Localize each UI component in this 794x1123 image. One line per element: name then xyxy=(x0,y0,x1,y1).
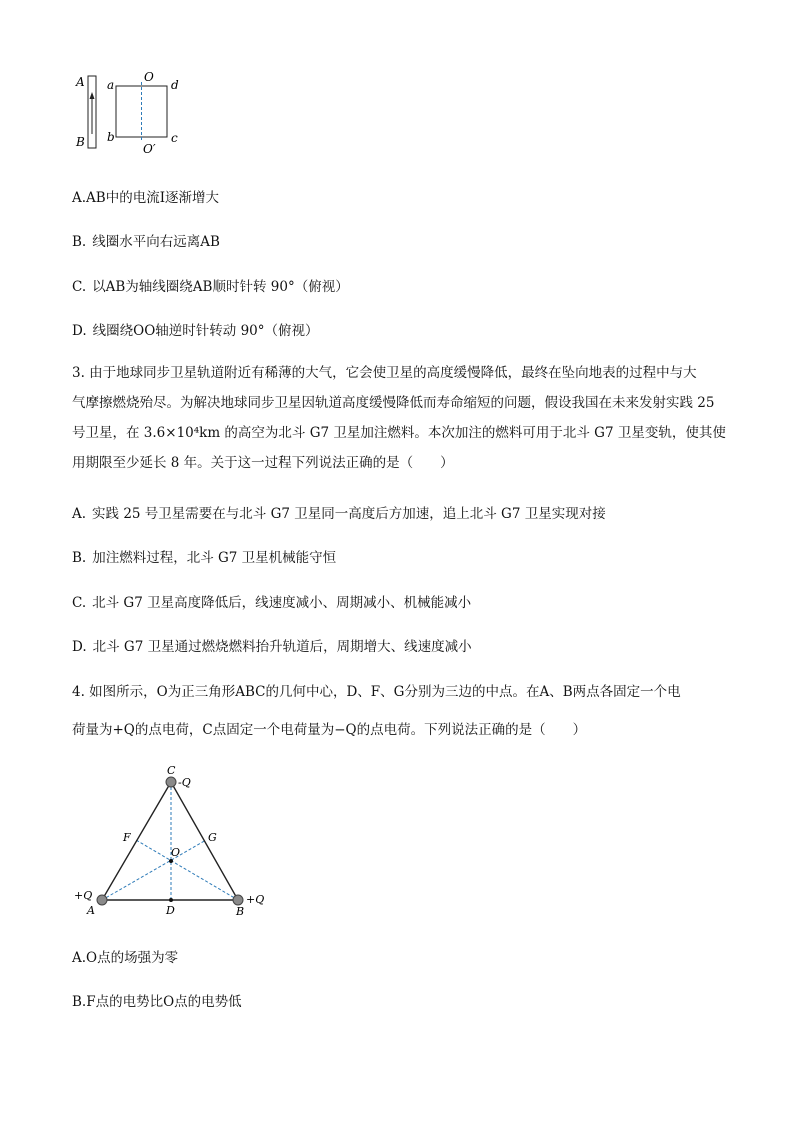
option-letter: A. xyxy=(72,506,87,522)
label-A: A xyxy=(76,75,85,89)
option-letter: A. xyxy=(72,950,87,966)
option-letter: D. xyxy=(72,323,87,339)
point-O xyxy=(169,859,173,863)
option-letter: C. xyxy=(72,595,87,611)
label-c: c xyxy=(171,131,178,145)
q3-option-d xyxy=(72,635,472,655)
q4-stem xyxy=(72,673,727,749)
median-AG xyxy=(102,840,206,900)
label-B: B xyxy=(236,905,245,918)
option-letter: D. xyxy=(72,639,87,655)
q2-option-d xyxy=(72,319,319,339)
option-letter: B. xyxy=(72,234,87,250)
q4-line-1: 4. 如图所示，O为正三角形ABC的几何中心，D、F、G分别为三边的中点。在A、B两点各固定一个电 xyxy=(72,684,681,700)
label-O: O xyxy=(171,846,181,859)
figure-triangle-charges xyxy=(70,760,270,920)
charge-A xyxy=(97,895,107,905)
q2-option-a xyxy=(72,186,219,206)
label-A: A xyxy=(87,904,95,917)
median-BF xyxy=(136,840,238,900)
q3-option-b xyxy=(72,546,336,566)
option-text: 线圈水平向右远离AB xyxy=(92,234,220,250)
q3-stem xyxy=(72,358,727,478)
label-posQ-A: +Q xyxy=(74,889,93,902)
option-text: 线圈绕OO轴逆时针转动 90°（俯视） xyxy=(92,323,319,339)
charge-C xyxy=(166,777,176,787)
label-negQ: -Q xyxy=(178,776,191,789)
option-text: F点的电势比O点的电势低 xyxy=(86,994,242,1010)
charge-B xyxy=(233,895,243,905)
label-posQ-B: +Q xyxy=(246,893,265,906)
label-O-prime: O′ xyxy=(143,142,156,156)
label-B: B xyxy=(76,135,85,149)
option-text: 北斗 G7 卫星高度降低后，线速度减小、周期减小、机械能减小 xyxy=(92,595,472,611)
label-a: a xyxy=(107,78,115,92)
option-text: 北斗 G7 卫星通过燃烧燃料抬升轨道后，周期增大、线速度减小 xyxy=(92,639,472,655)
label-d: d xyxy=(171,78,179,92)
q3-line-1: 3. 由于地球同步卫星轨道附近有稀薄的大气，它会使卫星的高度缓慢降低，最终在坠向地表的过程中与大 xyxy=(72,365,697,381)
q3-line-4: 用期限至少延长 8 年。关于这一过程下列说法正确的是（ ） xyxy=(72,455,454,471)
q3-line-3: 号卫星，在 3.6×10⁴km 的高空为北斗 G7 卫星加注燃料。本次加注的燃料可用于北斗 G7 卫星变轨，使其使 xyxy=(72,425,726,441)
option-letter: B. xyxy=(72,550,87,566)
q3-line-2: 气摩擦燃烧殆尽。为解决地球同步卫星因轨道高度缓慢降低而寿命缩短的问题，假设我国在未来发射实践 25 xyxy=(72,395,715,411)
option-letter: B. xyxy=(72,994,87,1010)
option-letter: C. xyxy=(72,279,87,295)
q4-option-a xyxy=(72,946,178,966)
point-D xyxy=(169,898,173,902)
option-text: AB中的电流I逐渐增大 xyxy=(86,190,220,206)
option-text: 实践 25 号卫星需要在与北斗 G7 卫星同一高度后方加速，追上北斗 G7 卫星实现对接 xyxy=(92,506,606,522)
option-letter: A. xyxy=(72,190,87,206)
option-text: O点的场强为零 xyxy=(86,950,179,966)
label-C: C xyxy=(167,764,176,777)
option-text: 加注燃料过程，北斗 G7 卫星机械能守恒 xyxy=(92,550,337,566)
label-G: G xyxy=(208,831,217,844)
q2-option-c xyxy=(72,275,349,295)
label-F: F xyxy=(123,831,131,844)
q3-option-c xyxy=(72,591,471,611)
q4-option-b xyxy=(72,990,242,1010)
label-b: b xyxy=(107,130,115,144)
q4-line-2: 荷量为+Q的点电荷，C点固定一个电荷量为−Q的点电荷。下列说法正确的是（ ） xyxy=(72,722,587,738)
figure-wire-and-loop xyxy=(70,68,190,158)
q3-option-a xyxy=(72,502,606,522)
label-D: D xyxy=(166,904,175,917)
option-text: 以AB为轴线圈绕AB顺时针转 90°（俯视） xyxy=(92,279,349,295)
label-O: O xyxy=(144,70,154,84)
q2-option-b xyxy=(72,230,220,250)
